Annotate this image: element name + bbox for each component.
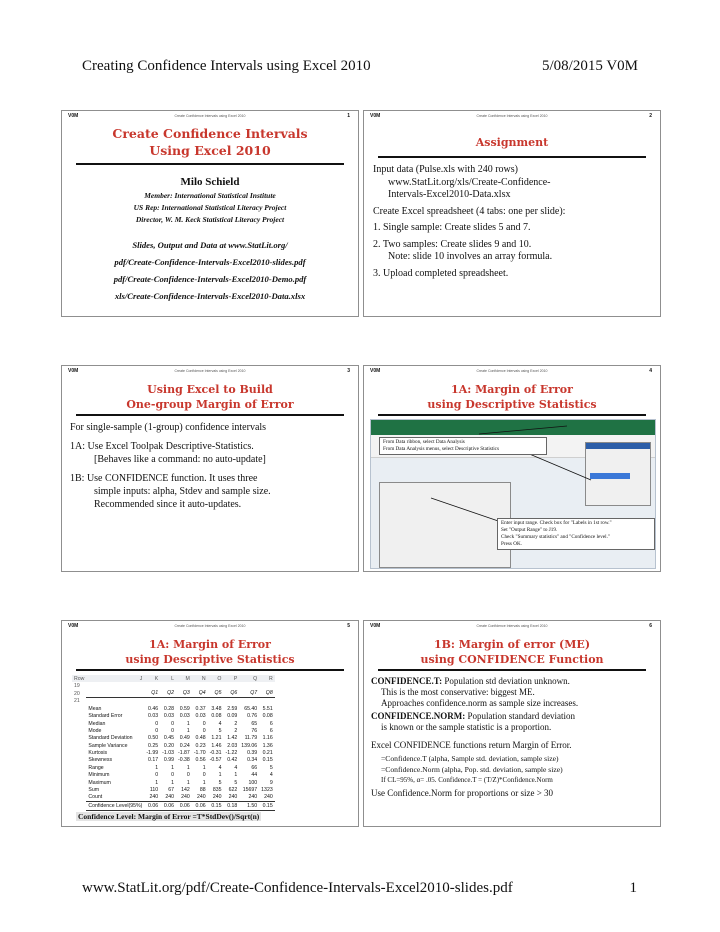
table-header: Q7 xyxy=(239,690,259,698)
table-cell: 15697 xyxy=(242,787,258,794)
table-cell: O xyxy=(208,675,224,682)
table-cell: 2 xyxy=(234,720,238,727)
table-row-label: Maximum xyxy=(88,779,111,786)
slide-code: V0M xyxy=(370,368,381,374)
table-row xyxy=(72,786,275,793)
table-cell: 44 xyxy=(251,772,258,779)
table-row xyxy=(72,742,275,749)
table-cell: 0.56 xyxy=(195,757,206,764)
table-cell: M xyxy=(176,675,192,682)
table-cell: 0.24 xyxy=(179,742,190,749)
slide-number: 1 xyxy=(347,113,350,119)
body-text: Population std deviation unknown. xyxy=(442,676,570,686)
body-text: Population standard deviation xyxy=(465,711,575,721)
table-cell: 1 xyxy=(218,772,222,779)
table-cell: 2.59 xyxy=(227,705,238,712)
body-line: For single-sample (1-group) confidence intervals xyxy=(70,422,267,433)
author-name: Milo Schield xyxy=(180,176,240,188)
body-line: Recommended since it auto-updates. xyxy=(94,499,242,510)
page-header-version: 5/08/2015 V0M xyxy=(542,58,638,74)
table-cell: 0.08 xyxy=(262,713,273,720)
body-line: This is the most conservative: biggest ME. xyxy=(381,687,535,697)
table-row-label: Standard Error xyxy=(88,713,123,720)
table-cell: -0.38 xyxy=(177,757,190,764)
body-line: Use Confidence.Norm for proportions or size > 30 xyxy=(371,788,554,798)
row-number-cell xyxy=(72,727,86,734)
table-cell: 0.03 xyxy=(195,713,206,720)
link-data[interactable]: xls/Create-Confidence-Intervals-Excel2010-Data.xlsx xyxy=(114,291,306,301)
formula-line: If CL=95%, α= .05. Confidence.T = (T/Z)*Confidence.Norm xyxy=(381,776,553,784)
slide-title-line-1: Create Confidence Intervals xyxy=(112,126,308,141)
descriptive-stats-table xyxy=(72,675,275,811)
table-cell: 1 xyxy=(234,772,238,779)
table-cell: 240 xyxy=(228,794,238,801)
table-cell: 0.03 xyxy=(179,713,190,720)
slide-1 xyxy=(61,110,359,317)
slide-number: 3 xyxy=(347,368,350,374)
table-cell: 142 xyxy=(181,787,190,794)
row-number-cell xyxy=(72,712,86,719)
table-cell: 4 xyxy=(218,720,222,727)
row-number-cell xyxy=(72,802,86,810)
row-number-cell: 19 xyxy=(74,683,80,690)
slide-title: Assignment xyxy=(475,136,549,149)
table-cell: 1 xyxy=(186,779,190,786)
slide-title-line-1: 1A: Margin of Error xyxy=(149,638,271,651)
table-row xyxy=(72,720,275,727)
table-cell: 0.48 xyxy=(195,735,206,742)
slide-title xyxy=(370,382,654,412)
row-number-cell xyxy=(72,735,86,742)
slide-body xyxy=(371,676,659,799)
table-cell: 0.20 xyxy=(163,742,174,749)
slide-code: V0M xyxy=(370,623,381,629)
table-cell: 0.46 xyxy=(148,705,159,712)
row-number-cell xyxy=(72,786,86,793)
table-cell: R xyxy=(259,675,275,682)
column-letter-row xyxy=(72,675,275,682)
table-cell: -1.22 xyxy=(225,750,238,757)
slide-running-title: Create Confidence Intervals using Excel 2010 xyxy=(174,114,246,118)
slide-title-line-1: 1A: Margin of Error xyxy=(451,383,573,396)
function-name-t: CONFIDENCE.T: xyxy=(371,676,443,686)
table-cell: 240 xyxy=(165,794,174,801)
table-cell: -1.03 xyxy=(162,750,174,757)
link-demo[interactable]: pdf/Create-Confidence-Intervals-Excel2010-Demo.pdf xyxy=(113,274,307,284)
table-cell: 0 xyxy=(186,772,190,779)
table-cell: -0.57 xyxy=(209,757,222,764)
table-cell: 0 xyxy=(202,772,206,779)
slide-title-line-2: using CONFIDENCE Function xyxy=(420,653,604,666)
slide-title-line-2: Using Excel 2010 xyxy=(149,143,271,158)
table-cell: 0.42 xyxy=(227,757,238,764)
row-number xyxy=(72,698,275,705)
table-cell: P xyxy=(223,675,239,682)
table-cell: 5.51 xyxy=(262,705,273,712)
table-cell: 0 xyxy=(171,720,174,727)
table-cell: 0.03 xyxy=(148,713,159,720)
table-cell: N xyxy=(192,675,208,682)
slide-running-title: Create Confidence Intervals using Excel 2010 xyxy=(476,624,548,628)
slide-number: 5 xyxy=(347,623,350,629)
page-footer-url[interactable]: www.StatLit.org/pdf/Create-Confidence-Intervals-Excel2010-slides.pdf xyxy=(82,880,513,896)
body-line: 1. Single sample: Create slides 5 and 7. xyxy=(373,222,531,233)
table-cell: 0 xyxy=(171,772,174,779)
table-header xyxy=(86,690,144,698)
table-header: Q8 xyxy=(259,690,275,698)
slide-title-line-1: Using Excel to Build xyxy=(147,383,273,396)
table-cell: 5 xyxy=(269,764,273,771)
body-line: [Behaves like a command: no auto-update] xyxy=(94,454,266,465)
row-number-cell xyxy=(72,779,86,786)
table-cell: 66 xyxy=(251,764,258,771)
table-cell: Q xyxy=(239,675,259,682)
table-cell: 0 xyxy=(155,720,159,727)
table-cell: 0.18 xyxy=(223,802,239,810)
body-line: is known or the sample statistic is a proportion. xyxy=(381,722,552,732)
table-cell: 5 xyxy=(218,727,222,734)
slide-code: V0M xyxy=(68,113,79,119)
row-number-cell xyxy=(72,742,86,749)
title-rule xyxy=(76,163,344,165)
slide-5 xyxy=(61,620,359,827)
table-cell: 1.42 xyxy=(227,735,238,742)
table-cell: 76 xyxy=(251,727,258,734)
table-cell: 0.06 xyxy=(144,802,160,810)
body-line xyxy=(371,711,659,722)
row-number-cell xyxy=(72,772,86,779)
table-cell: 240 xyxy=(248,794,258,801)
table-cell: 11.79 xyxy=(244,735,258,742)
row-number-cell: 20 xyxy=(74,690,80,697)
table-cell: 0.50 xyxy=(148,735,159,742)
body-line: simple inputs: alpha, Stdev and sample size. xyxy=(94,486,271,497)
table-cell: 0.21 xyxy=(262,750,273,757)
table-cell: 0 xyxy=(171,727,174,734)
affiliation-2: US Rep: International Statistical Literacy Project xyxy=(133,203,287,212)
table-cell: 3.48 xyxy=(211,705,222,712)
table-cell: 2 xyxy=(234,727,238,734)
affiliation-1: Member: International Statistical Institute xyxy=(144,191,276,200)
slide-body xyxy=(373,164,657,280)
table-cell: 67 xyxy=(168,787,174,794)
table-cell: 1 xyxy=(202,779,206,786)
table-cell: 1 xyxy=(186,720,190,727)
table-row-label: Kurtosis xyxy=(88,750,108,757)
table-cell: 4 xyxy=(218,764,222,771)
callout-line: Set "Output Range" to J19. xyxy=(501,527,558,533)
title-rule xyxy=(76,414,344,416)
slide-number: 2 xyxy=(649,113,652,119)
slide-body xyxy=(70,421,356,511)
table-row-label: Median xyxy=(88,720,106,727)
table-header: Q3 xyxy=(176,690,192,698)
table-row xyxy=(72,705,275,712)
table-cell: 0.59 xyxy=(179,705,190,712)
slide-number: 4 xyxy=(649,368,652,374)
callout-input-range xyxy=(497,518,655,550)
row-number-cell xyxy=(72,794,86,802)
body-line: 2. Two samples: Create slides 9 and 10. xyxy=(373,238,532,250)
slide-title-line-2: One-group Margin of Error xyxy=(126,398,294,411)
table-cell: 1.50 xyxy=(239,802,259,810)
table-cell: 6 xyxy=(269,720,273,727)
slide-4 xyxy=(363,365,661,572)
table-cell: 65 xyxy=(251,720,258,727)
body-line: 1B: Use CONFIDENCE function. It uses three xyxy=(70,473,258,484)
row-number-cell xyxy=(72,705,86,712)
table-row xyxy=(72,727,275,734)
table-row xyxy=(72,749,275,756)
link-slides[interactable]: pdf/Create-Confidence-Intervals-Excel2010-slides.pdf xyxy=(114,257,306,267)
table-cell: 1.21 xyxy=(211,735,222,742)
formula-line: =Confidence.Norm (alpha, Pop. std. deviation, sample size) xyxy=(381,765,563,774)
table-cell: 0.06 xyxy=(192,802,208,810)
body-line: Excel CONFIDENCE functions return Margin of Error. xyxy=(371,740,572,750)
table-row xyxy=(72,802,275,810)
table-row xyxy=(72,779,275,786)
excel-screenshot xyxy=(370,419,656,569)
table-cell: 0.99 xyxy=(163,757,174,764)
body-line: Create Excel spreadsheet (4 tabs: one per slide): xyxy=(373,205,566,217)
table-cell: 110 xyxy=(149,787,159,794)
body-line: Approaches confidence.norm as sample size increases. xyxy=(381,698,579,708)
table-cell: J xyxy=(86,675,144,682)
table-row xyxy=(72,712,275,719)
slide-code: V0M xyxy=(370,113,381,119)
table-cell: 0.15 xyxy=(259,802,275,810)
slide-title xyxy=(68,382,352,412)
table-cell: 0.28 xyxy=(163,705,174,712)
table-cell: 9 xyxy=(269,779,273,786)
table-cell: 1323 xyxy=(261,787,273,794)
table-cell: 1.36 xyxy=(262,742,273,749)
table-cell: 5 xyxy=(218,779,222,786)
table-row-label: Mode xyxy=(88,727,102,734)
table-cell: 6 xyxy=(269,727,273,734)
table-row-label: Sample Variance xyxy=(88,742,128,749)
table-cell: 0.08 xyxy=(211,713,222,720)
table-cell: 0.15 xyxy=(208,802,224,810)
table-row xyxy=(72,757,275,764)
table-row-label: Standard Deviation xyxy=(88,735,133,742)
table-cell: -1.87 xyxy=(177,750,190,757)
slide-title xyxy=(68,125,352,159)
row-number xyxy=(72,682,275,689)
slide-number: 6 xyxy=(649,623,652,629)
slide-2 xyxy=(363,110,661,317)
callout-line: From Data Analysis menus, select Descriptive Statistics xyxy=(383,446,499,452)
table-cell: 0.34 xyxy=(247,757,258,764)
table-cell: 1.46 xyxy=(211,742,222,749)
slide-title-line-2: using Descriptive Statistics xyxy=(427,398,597,411)
row-number-cell xyxy=(72,757,86,764)
table-cell: 65.40 xyxy=(244,705,258,712)
affiliation-3: Director, W. M. Keck Statistical Literacy Project xyxy=(135,215,285,224)
table-header: Q4 xyxy=(192,690,208,698)
title-rule xyxy=(378,156,646,158)
slide-title-line-1: 1B: Margin of error (ME) xyxy=(433,638,591,651)
slide-code: V0M xyxy=(68,623,79,629)
table-cell: 240 xyxy=(181,794,190,801)
slide-running-title: Create Confidence Intervals using Excel 2010 xyxy=(174,624,246,628)
slide-running-title: Create Confidence Intervals using Excel 2010 xyxy=(174,369,246,373)
table-cell: 1 xyxy=(155,764,159,771)
table-cell: 0.39 xyxy=(247,750,258,757)
table-cell: 1 xyxy=(171,764,174,771)
row-number xyxy=(72,690,275,698)
formula-line: =Confidence.T (alpha, Sample std. deviation, sample size) xyxy=(381,754,559,763)
table-row-label: Row xyxy=(74,675,85,682)
table-row-label: Sum xyxy=(88,787,100,794)
table-cell: 1 xyxy=(186,727,190,734)
author-block xyxy=(62,175,358,226)
page-header-title: Creating Confidence Intervals using Excel 2010 xyxy=(82,58,371,74)
slide-title-line-2: using Descriptive Statistics xyxy=(125,653,295,666)
body-line[interactable]: www.StatLit.org/xls/Create-Confidence- xyxy=(388,176,551,188)
links-intro: Slides, Output and Data at www.StatLit.org/ xyxy=(132,240,288,250)
table-cell: 0.03 xyxy=(163,713,174,720)
body-line xyxy=(371,676,659,687)
row-number-cell: 21 xyxy=(74,698,80,705)
body-line: Intervals-Excel2010-Data.xlsx xyxy=(388,189,511,200)
table-row-label: Count xyxy=(88,794,103,801)
table-cell: 4 xyxy=(269,772,273,779)
slide-title xyxy=(370,637,654,667)
table-cell: L xyxy=(160,675,176,682)
slide-caption: Confidence Level: Margin of Error =T*StdDev()/Sqrt(n) xyxy=(78,812,260,821)
table-cell: 0.17 xyxy=(148,757,159,764)
table-row-label: Confidence Level(95%) xyxy=(88,802,143,809)
table-cell: 88 xyxy=(199,787,206,794)
slide-code: V0M xyxy=(68,368,79,374)
table-cell: 1 xyxy=(186,764,190,771)
row-number-cell xyxy=(72,749,86,756)
body-line: Note: slide 10 involves an array formula. xyxy=(388,251,553,262)
title-rule xyxy=(378,669,646,671)
table-cell: 4 xyxy=(234,764,238,771)
table-cell: 0.09 xyxy=(227,713,238,720)
table-cell: -1.70 xyxy=(193,750,206,757)
table-header: Q1 xyxy=(144,690,160,698)
table-cell: 622 xyxy=(228,787,238,794)
table-cell: K xyxy=(144,675,160,682)
table-cell: 0.76 xyxy=(247,713,258,720)
table-header: Q2 xyxy=(160,690,176,698)
table-cell: 0.49 xyxy=(179,735,190,742)
table-cell: 1 xyxy=(202,764,206,771)
table-cell: 0.37 xyxy=(195,705,206,712)
table-row xyxy=(72,764,275,771)
table-cell: 0 xyxy=(202,720,206,727)
table-cell: 1.16 xyxy=(262,735,273,742)
table-cell: 0.25 xyxy=(148,742,159,749)
table-cell: 240 xyxy=(264,794,273,801)
callout-line: Check "Summary statistics" and "Confidence level." xyxy=(501,534,611,540)
title-rule xyxy=(76,669,344,671)
table-header: Q6 xyxy=(223,690,239,698)
table-cell: 0.23 xyxy=(195,742,206,749)
row-number-cell xyxy=(72,720,86,727)
table-cell: 5 xyxy=(234,779,238,786)
table-cell: 0 xyxy=(155,772,159,779)
callout-line: Press OK. xyxy=(501,541,523,547)
table-cell: 0 xyxy=(155,727,159,734)
table-cell: 100 xyxy=(248,779,258,786)
body-line: 1A: Use Excel Toolpak Descriptive-Statistics. xyxy=(70,441,254,452)
links-block xyxy=(62,237,358,305)
table-row xyxy=(72,772,275,779)
row-number-cell xyxy=(72,764,86,771)
table-row-label: Mean xyxy=(88,705,102,712)
table-row-label: Range xyxy=(88,764,104,771)
slide-6 xyxy=(363,620,661,827)
slide-title xyxy=(68,637,352,667)
table-cell: 1 xyxy=(155,779,159,786)
slide-3 xyxy=(61,365,359,572)
callout-line: Enter input range. Check box for "Labels in 1st row." xyxy=(501,520,612,526)
table-row xyxy=(72,794,275,802)
table-cell: -1.99 xyxy=(146,750,159,757)
table-cell: 0.45 xyxy=(163,735,174,742)
table-cell: 139.06 xyxy=(241,742,258,749)
table-row-label: Minimum xyxy=(88,772,110,779)
table-cell: 2.03 xyxy=(227,742,238,749)
function-name-norm: CONFIDENCE.NORM: xyxy=(371,711,466,721)
table-cell: 240 xyxy=(196,794,206,801)
table-cell: 0 xyxy=(202,727,206,734)
body-line: Input data (Pulse.xls with 240 rows) xyxy=(373,164,518,175)
body-line: 3. Upload completed spreadsheet. xyxy=(373,267,509,279)
table-row-label: Skewness xyxy=(88,757,113,764)
table-cell: 240 xyxy=(149,794,159,801)
table-cell: -0.31 xyxy=(209,750,222,757)
callout-data-analysis xyxy=(379,437,547,455)
page-number: 1 xyxy=(629,880,637,896)
table-cell: 0.06 xyxy=(176,802,192,810)
title-rule xyxy=(378,414,646,416)
table-cell: 835 xyxy=(212,787,222,794)
callout-line: From Data ribbon, select Data Analysis xyxy=(383,439,465,445)
table-cell: 240 xyxy=(212,794,222,801)
slide-running-title: Create Confidence Intervals using Excel 2010 xyxy=(476,369,548,373)
table-header: Q5 xyxy=(208,690,224,698)
table-cell: 1 xyxy=(171,779,174,786)
slide-running-title: Create Confidence Intervals using Excel 2010 xyxy=(476,114,548,118)
table-cell: 0.06 xyxy=(160,802,176,810)
table-row xyxy=(72,735,275,742)
table-cell: 0.15 xyxy=(262,757,273,764)
